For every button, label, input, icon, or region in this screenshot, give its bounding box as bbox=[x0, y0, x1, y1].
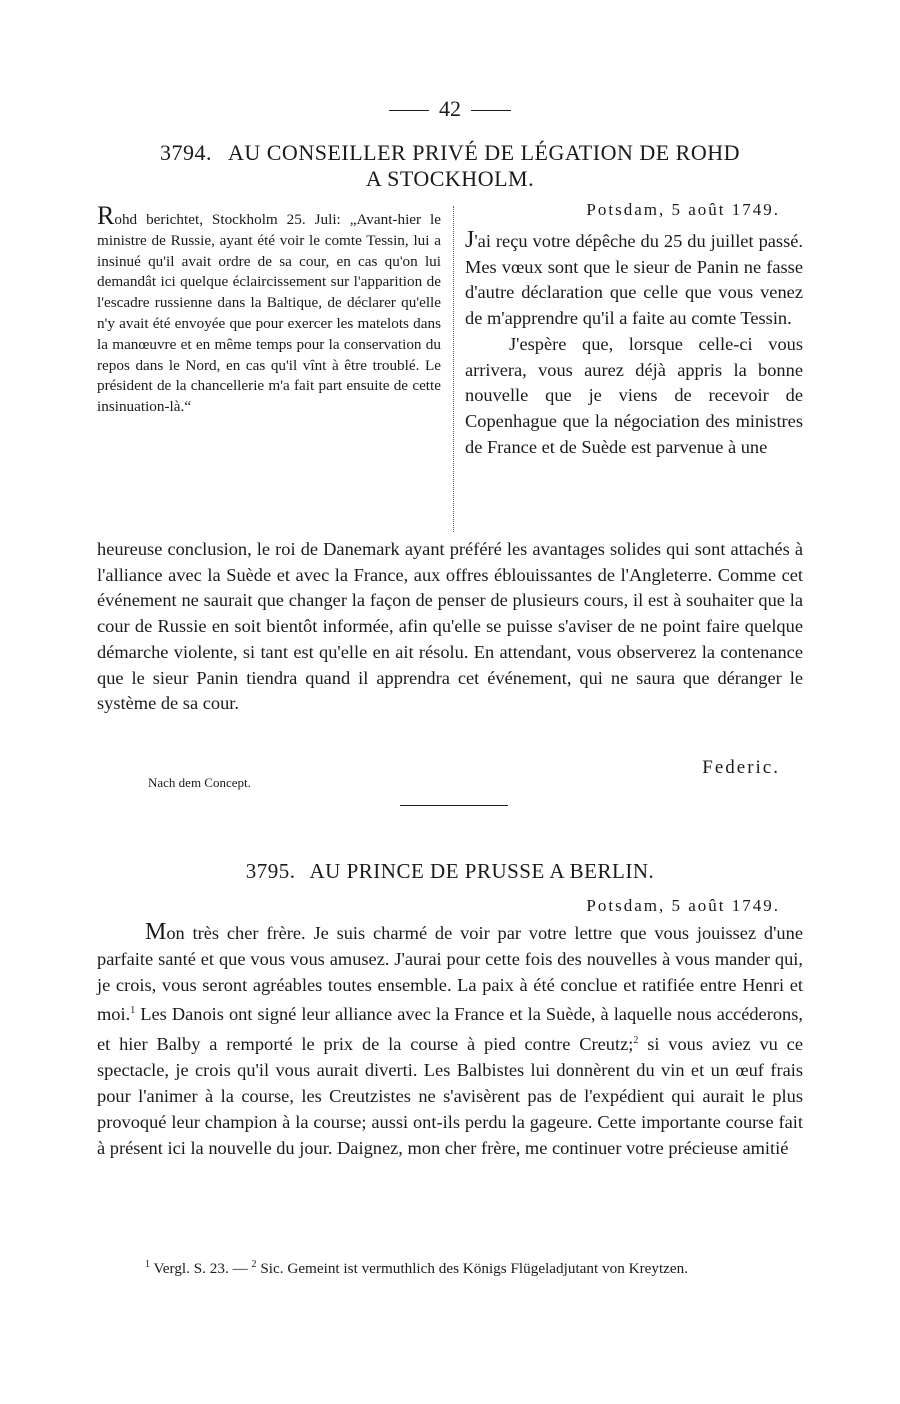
letter-3795-heading bbox=[100, 859, 800, 884]
footnote-ref-1: 1 bbox=[130, 1005, 136, 1017]
letter-3795-body bbox=[97, 920, 803, 1161]
letter-date: Potsdam, 5 août 1749. bbox=[586, 200, 780, 219]
paragraph-2-continuation: heureuse conclusion, le roi de Danemark ayant préféré les avantages solides qui sont attachés à l'alliance avec la Suède et avec la France, aux offres éblouissantes de l'Angleterre. Comme cet événement ne saurait que changer la façon de penser de plusieurs cours, il est à souhaiter que la cour de Russie en soit bientôt informée, afin qu'elle se puisse s'aviser de ne point faire quelque démarche violente, si tant est qu'elle en ait résolu. En attendant, vous observerez la contenance que le sieur Panin tiendra quand il apprendra cet événement, qui ne saura que déranger le système de sa cour. bbox=[97, 539, 803, 714]
footnote-ref-2: 2 bbox=[633, 1035, 639, 1047]
paragraph-initial: M bbox=[145, 919, 167, 945]
body-text-c: si vous aviez vu ce spectacle, je crois qu'il vous aurait diverti. Les Balbistes lui donnèrent du vin et un œuf frais pour l'animer à la course, les Creutzistes ne s'avisèrent pas de l'expédient qui aurait le plus provoqué leur champion à la course; aussi ont-ils perdu la gageure. Cette importante course fait à présent ici la nouvelle du jour. Daignez, mon cher frère, me continuer votre précieuse amitié bbox=[97, 1034, 803, 1158]
section-separator bbox=[400, 805, 508, 806]
footnote-2-text: Sic. Gemeint ist vermuthlich des Königs Flügeladjutant von Kreytzen. bbox=[256, 1260, 689, 1278]
abstract-initial: R bbox=[97, 201, 115, 230]
paragraph-1: 'ai reçu votre dépêche du 25 du juillet passé. Mes vœux sont que le sieur de Panin ne fasse d'autre déclaration que celle que vous venez de m'apprendre qu'il a faite au comte Tessin. bbox=[465, 231, 803, 329]
letter-3794-heading bbox=[100, 140, 800, 192]
signature: Federic. bbox=[702, 757, 780, 778]
dash-right bbox=[471, 110, 511, 111]
paragraph-2-start: J'espère que, lorsque celle-ci vous arrivera, vous aurez déjà appris la bonne nouvelle que je viens de recevoir de Copenhague que la négociation des ministres de France et de Suède est parvenue à une bbox=[465, 333, 803, 457]
dash-left bbox=[389, 110, 429, 111]
letter-title: AU PRINCE DE PRUSSE A BERLIN. bbox=[309, 859, 655, 883]
paragraph-initial: J bbox=[465, 227, 475, 253]
letter-body-column bbox=[465, 228, 803, 460]
abstract-text: ohd berichtet, Stockholm 25. Juli: „Avant-hier le ministre de Russie, ayant été voir le comte Tessin, lui a insinué qu'il avait ordre de sa cour, en cas qu'on lui demandât ici quelque éclaircissement sur l'apparition de l'escadre russienne dans la Baltique, de déclarer qu'elle n'y avait été envoyée que pour exercer les matelots dans la manœuvre et en même temps pour la conservation du repos dans le Nord, en cas qu'il vînt à être troublé. Le président de la chancellerie m'a fait part ensuite de cette insinuation-là.“ bbox=[97, 211, 441, 416]
body-text-a: on très cher frère. Je suis charmé de voir par votre lettre que vous jouissez d'une parfaite santé et que vous vous amusez. J'aurai pour cette fois des nouvelles à vous mander qui, je crois, vous seront agréables toutes ensemble. La paix à été conclue et ratifiée entre Henri et moi. bbox=[97, 923, 803, 1025]
page-number-value: 42 bbox=[439, 96, 461, 121]
column-divider bbox=[453, 206, 454, 532]
source-note: Nach dem Concept. bbox=[148, 775, 251, 790]
footnote-mark-1: 1 bbox=[145, 1259, 150, 1270]
footnote-1-text: Vergl. S. 23. — bbox=[150, 1260, 252, 1278]
letter-title-line1: AU CONSEILLER PRIVÉ DE LÉGATION DE ROHD bbox=[227, 140, 741, 165]
page-number bbox=[0, 96, 900, 122]
body-text-b: Les Danois ont signé leur alliance avec la France et la Suède, à laquelle nous accéderons, et hier Balby a remporté le prix de la course à pied contre Creutz; bbox=[97, 1004, 803, 1055]
footnote-mark-2: 2 bbox=[251, 1259, 257, 1270]
letter-date: Potsdam, 5 août 1749. bbox=[586, 896, 780, 915]
abstract-column bbox=[97, 201, 441, 418]
letter-number: 3794. bbox=[159, 140, 212, 165]
letter-number: 3795. bbox=[245, 859, 296, 883]
letter-title-line2: A STOCKHOLM. bbox=[365, 166, 535, 191]
footnotes bbox=[97, 1254, 803, 1280]
